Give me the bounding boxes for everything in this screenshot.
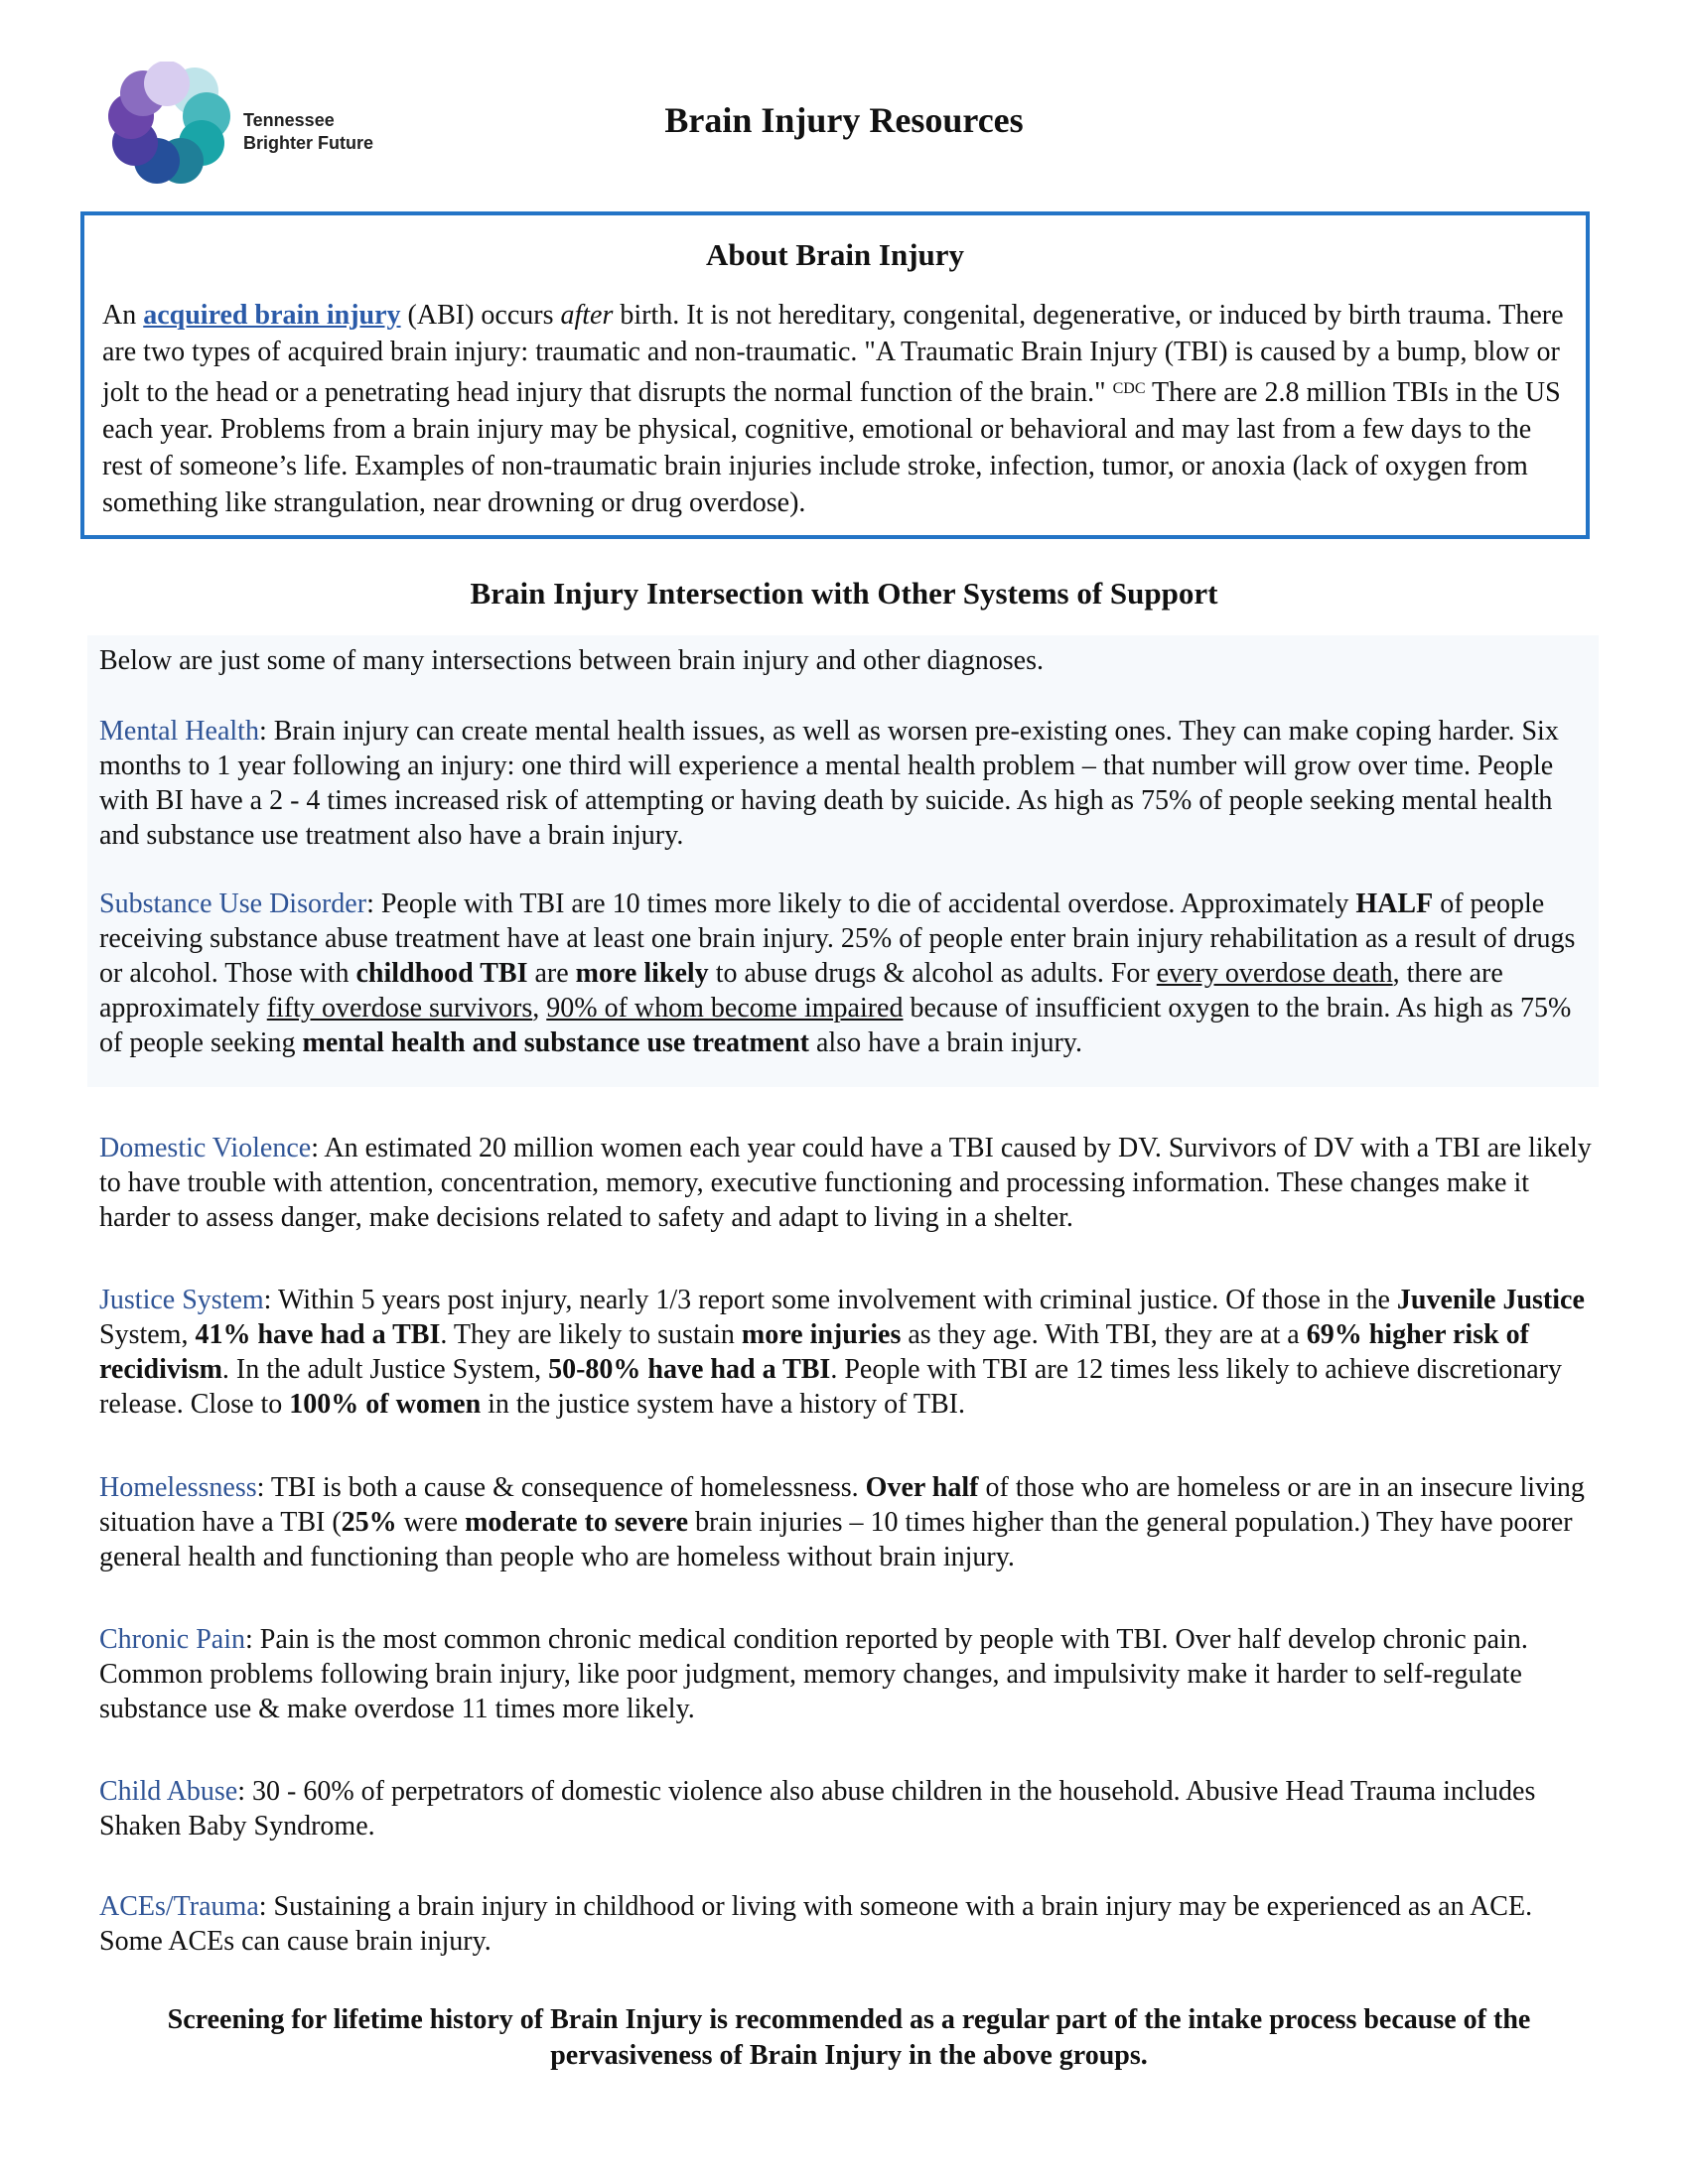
substance-text: because of insufficient oxygen to the brain. As high as 75% of people seeking — [99, 993, 1572, 1058]
aces-trauma-text: : Sustaining a brain injury in childhood or living with someone with a brain injury may be experienced as an ACE. Some ACEs can cause brain injury. — [99, 1891, 1533, 1957]
about-paragraph — [102, 297, 1568, 521]
page-title: Brain Injury Resources — [664, 100, 1024, 140]
justice-bold: 41% have had a TBI — [195, 1319, 441, 1350]
justice-bold: 69% higher risk of recidivism — [99, 1319, 1529, 1385]
justice-system-paragraph — [99, 1283, 1599, 1422]
substance-use-paragraph — [99, 887, 1599, 1060]
about-title: About Brain Injury — [705, 237, 965, 272]
about-text-2: (ABI) occurs — [400, 300, 561, 331]
domestic-violence-heading: Domestic Violence — [99, 1133, 312, 1163]
mental-health-heading: Mental Health — [99, 716, 259, 747]
child-abuse-text: : 30 - 60% of perpetrators of domestic violence also abuse children in the household. Abusive Head Trauma includes Shaken Baby Syndrome. — [99, 1776, 1536, 1842]
about-italic-after: after — [560, 300, 614, 331]
homelessness-bold: 25% — [341, 1507, 397, 1538]
substance-underline: every overdose death — [1156, 958, 1393, 989]
child-abuse-heading: Child Abuse — [99, 1776, 238, 1807]
homelessness-heading: Homelessness — [99, 1472, 257, 1503]
cdc-citation: CDC — [1112, 380, 1146, 397]
justice-bold: Juvenile Justice — [1396, 1285, 1585, 1315]
homelessness-text: were — [396, 1507, 466, 1538]
justice-bold: 100% of women — [289, 1389, 482, 1420]
justice-bold: more injuries — [741, 1319, 902, 1350]
substance-bold: mental health and substance use treatment — [302, 1027, 809, 1058]
homelessness-bold: Over half — [865, 1472, 979, 1503]
mental-health-paragraph — [99, 714, 1599, 853]
justice-bold: 50-80% have had a TBI — [548, 1354, 831, 1385]
domestic-violence-text: : An estimated 20 million women each year could have a TBI caused by DV. Survivors of DV with a TBI are likely to have trouble with attention, concentration, memory, executive functioning and processing information. These changes make it harder to assess danger, make decisions related to safety and adapt to living in a shelter. — [99, 1133, 1592, 1233]
justice-system-heading: Justice System — [99, 1285, 264, 1315]
justice-text: . In the adult Justice System, — [221, 1354, 549, 1385]
substance-text: , — [532, 993, 547, 1024]
homelessness-paragraph — [99, 1470, 1599, 1574]
substance-text: to abuse drugs & alcohol as adults. For — [708, 958, 1157, 989]
substance-bold: childhood TBI — [355, 958, 528, 989]
section-title: Brain Injury Intersection with Other Systems of Support — [470, 576, 1218, 611]
screening-recommendation: Screening for lifetime history of Brain Injury is recommended as a regular part of the intake process because of the pervasiveness of Brain Injury in the above groups. — [167, 2004, 1531, 2071]
justice-text: : Within 5 years post injury, nearly 1/3 report some involvement with criminal justice. Of those in the — [263, 1285, 1397, 1315]
justice-text: as they age. With TBI, they are at a — [901, 1319, 1307, 1350]
substance-underline: 90% of whom become impaired — [546, 993, 904, 1024]
about-text-3: birth. It is not hereditary, congenital, degenerative, or induced by birth trauma. There are two types of acquired brain injury: traumatic and non-traumatic. "A Traumatic Brain Injury (TBI) is caused by a bump, blow or jolt to the head or a penetrating head injury that disrupts the normal function of the brain." — [102, 300, 1564, 408]
logo-line-1: Tennessee — [243, 110, 335, 130]
about-text-1: An — [102, 300, 144, 331]
about-text-4: There are 2.8 million TBIs in the US each year. Problems from a brain injury may be physical, cognitive, emotional or behavioral and may last from a few days to the rest of someone’s life. Examples of non-traumatic brain injuries include stroke, infection, tumor, or anoxia (lack of oxygen from something like strangulation, near drowning or drug overdose). — [102, 377, 1561, 518]
intro-paragraph: Below are just some of many intersections between brain injury and other diagnoses. — [99, 645, 1044, 676]
aces-trauma-paragraph — [99, 1889, 1599, 1959]
justice-text: . They are likely to sustain — [440, 1319, 742, 1350]
substance-use-heading: Substance Use Disorder — [99, 888, 367, 919]
substance-bold: HALF — [1355, 888, 1434, 919]
substance-text: , there are approximately — [99, 958, 1503, 1024]
substance-bold: more likely — [575, 958, 709, 989]
child-abuse-paragraph — [99, 1774, 1599, 1843]
about-brain-injury-box — [80, 211, 1590, 539]
acquired-brain-injury-link[interactable]: acquired brain injury — [143, 300, 401, 331]
justice-text: in the justice system have a history of TBI. — [481, 1389, 965, 1420]
substance-text: are — [527, 958, 576, 989]
homelessness-text: : TBI is both a cause & consequence of homelessness. — [256, 1472, 866, 1503]
justice-text: . People with TBI are 12 times less likely to achieve discretionary release. Close to — [99, 1354, 1562, 1420]
substance-text: : People with TBI are 10 times more likely to die of accidental overdose. Approximately — [366, 888, 1356, 919]
substance-underline: fifty overdose survivors — [266, 993, 533, 1024]
homelessness-text: of those who are homeless or are in an insecure living situation have a TBI ( — [99, 1472, 1585, 1538]
homelessness-text: brain injuries – 10 times higher than the general population.) They have poorer general health and functioning than people who are homeless without brain injury. — [99, 1507, 1573, 1572]
homelessness-bold: moderate to severe — [465, 1507, 688, 1538]
mental-health-text: : Brain injury can create mental health issues, as well as worsen pre-existing ones. They can make coping harder. Six months to 1 year following an injury: one third will experience a mental health problem – that number will grow over time. People with BI have a 2 - 4 times increased risk of attempting or having death by suicide. As high as 75% of people seeking mental health and substance use treatment also have a brain injury. — [99, 716, 1559, 851]
substance-text: also have a brain injury. — [808, 1027, 1082, 1058]
justice-text: System, — [99, 1319, 196, 1350]
logo-line-2: Brighter Future — [243, 133, 374, 153]
chronic-pain-heading: Chronic Pain — [99, 1624, 245, 1655]
domestic-violence-paragraph — [99, 1131, 1599, 1235]
chronic-pain-text: : Pain is the most common chronic medical condition reported by people with TBI. Over half develop chronic pain. Common problems following brain injury, like poor judgment, memory changes, and impulsivity make it harder to self-regulate substance use & make overdose 11 times more likely. — [99, 1624, 1528, 1724]
aces-trauma-heading: ACEs/Trauma — [99, 1891, 259, 1922]
substance-text: of people receiving substance abuse treatment have at least one brain injury. 25% of people enter brain injury rehabilitation as a result of drugs or alcohol. Those with — [99, 888, 1576, 989]
chronic-pain-paragraph — [99, 1622, 1599, 1726]
